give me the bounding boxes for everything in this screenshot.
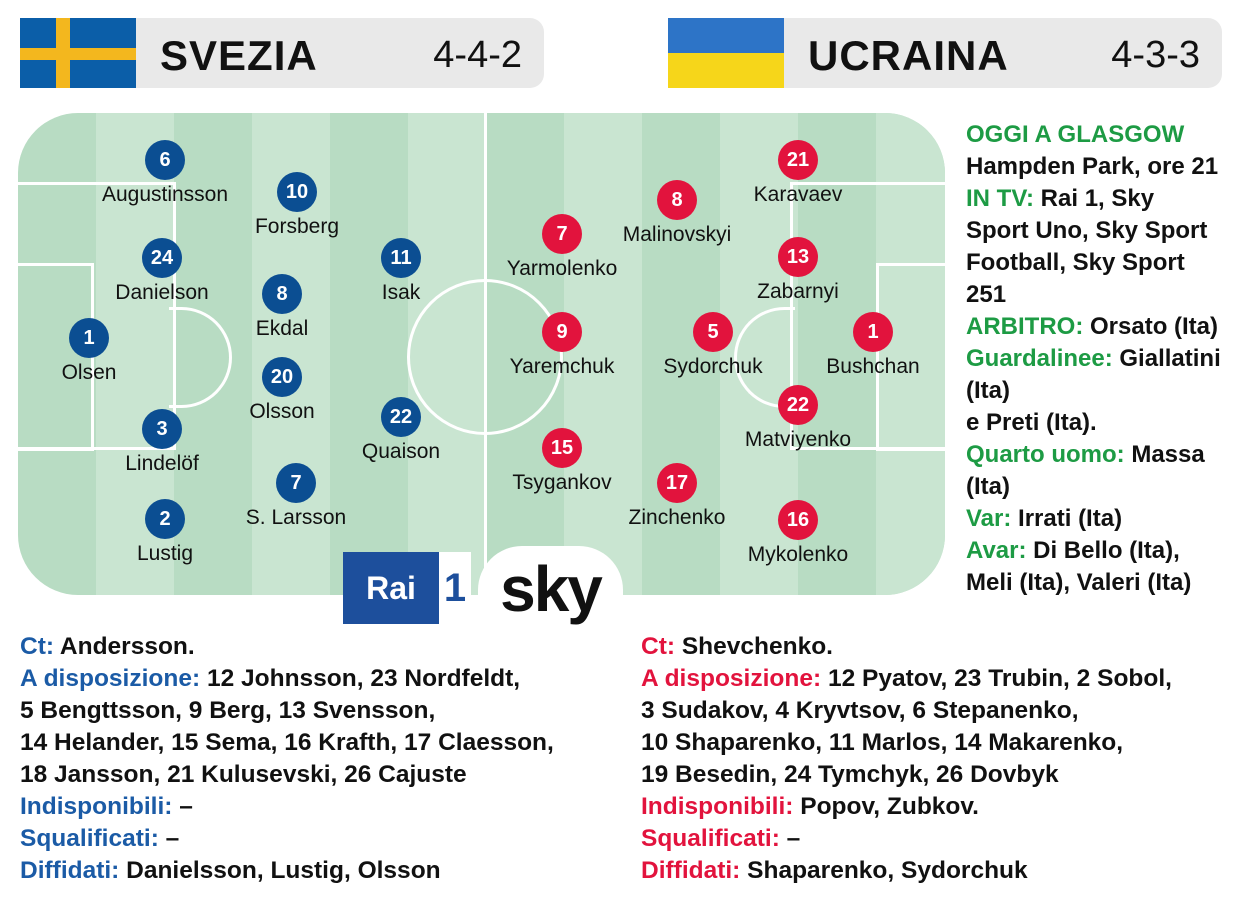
sky-logo: sky: [478, 546, 623, 632]
player-number: 10: [277, 172, 317, 212]
unavailable-label: Indisponibili:: [641, 793, 794, 820]
player-number: 1: [853, 312, 893, 352]
player-name: Tsygankov: [512, 471, 612, 494]
sweden-player: [212, 172, 382, 239]
ukraine-details: [641, 631, 1241, 887]
ukraine-player: [713, 237, 883, 304]
sweden-player: [316, 397, 486, 464]
ukraine-team-name: UCRAINA: [808, 32, 1009, 79]
player-name: Danielson: [115, 281, 209, 304]
player-name: Olsson: [249, 400, 315, 423]
sweden-player: [316, 238, 486, 305]
ukraine-player: [713, 500, 883, 567]
player-name: S. Larsson: [245, 506, 347, 529]
player-name: Yaremchuk: [509, 355, 615, 378]
player-number: 2: [145, 499, 185, 539]
fourth-official-value: Massa: [1124, 441, 1205, 468]
suspended-label: Squalificati:: [20, 825, 159, 852]
ukraine-player: [477, 312, 647, 379]
avar-label: Avar:: [966, 537, 1027, 564]
subs-value: 3 Sudakov, 4 Kryvtsov, 6 Stepanenko,: [641, 697, 1079, 724]
subs-value: 12 Pyatov, 23 Trubin, 2 Sobol,: [821, 665, 1172, 692]
ukraine-player: [713, 385, 883, 452]
coach-value: Andersson.: [54, 633, 195, 660]
player-number: 13: [778, 237, 818, 277]
player-name: Lustig: [136, 542, 194, 565]
warned-value: Shaparenko, Sydorchuk: [740, 857, 1028, 884]
tv-label: IN TV:: [966, 185, 1035, 212]
ukraine-flag-icon: [668, 18, 784, 88]
player-number: 24: [142, 238, 182, 278]
suspended-label: Squalificati:: [641, 825, 780, 852]
player-number: 15: [542, 428, 582, 468]
subs-value: 5 Bengttsson, 9 Berg, 13 Svensson,: [20, 697, 436, 724]
tv-text: Football, Sky Sport: [966, 249, 1185, 276]
unavailable-value: Popov, Zubkov.: [793, 793, 979, 820]
player-name: Quaison: [361, 440, 441, 463]
sweden-header: [20, 18, 544, 88]
sweden-player: [4, 318, 174, 385]
subs-value: 12 Johnsson, 23 Nordfeldt,: [200, 665, 521, 692]
venue-text: Hampden Park, ore 21: [966, 153, 1219, 180]
warned-value: Danielsson, Lustig, Olsson: [119, 857, 441, 884]
player-name: Zabarnyi: [757, 280, 839, 303]
sweden-team-name: SVEZIA: [160, 32, 318, 79]
sweden-flag-icon: [20, 18, 136, 88]
referee-label: ARBITRO:: [966, 313, 1084, 340]
player-number: 8: [262, 274, 302, 314]
player-name: Augustinsson: [101, 183, 229, 206]
rai-logo-text: Rai: [343, 552, 439, 624]
player-name: Ekdal: [255, 317, 309, 340]
player-name: Lindelöf: [125, 452, 199, 475]
avar-value: Meli (Ita), Valeri (Ita): [966, 569, 1192, 596]
linesmen-value: Giallatini: [1112, 345, 1221, 372]
subs-value: 10 Shaparenko, 11 Marlos, 14 Makarenko,: [641, 729, 1124, 756]
unavailable-label: Indisponibili:: [20, 793, 173, 820]
player-name: Karavaev: [753, 183, 843, 206]
tv-text: Sport Uno, Sky Sport: [966, 217, 1208, 244]
ukraine-player: [628, 312, 798, 379]
player-number: 5: [693, 312, 733, 352]
player-name: Olsen: [61, 361, 117, 384]
coach-label: Ct:: [641, 633, 676, 660]
player-number: 11: [381, 238, 421, 278]
player-number: 22: [381, 397, 421, 437]
player-name: Matviyenko: [744, 428, 852, 451]
warned-label: Diffidati:: [641, 857, 741, 884]
player-name: Isak: [381, 281, 421, 304]
var-label: Var:: [966, 505, 1012, 532]
player-number: 16: [778, 500, 818, 540]
linesmen-label: Guardalinee:: [966, 345, 1113, 372]
unavailable-value: –: [172, 793, 193, 820]
subs-value: 19 Besedin, 24 Tymchyk, 26 Dovbyk: [641, 761, 1059, 788]
ukraine-player: [713, 140, 883, 207]
fourth-official-label: Quarto uomo:: [966, 441, 1125, 468]
sweden-player: [211, 463, 381, 530]
var-value: Irrati (Ita): [1011, 505, 1123, 532]
player-number: 3: [142, 409, 182, 449]
match-info: [966, 119, 1246, 599]
coach-value: Shevchenko.: [675, 633, 833, 660]
rai-channel-number: 1: [439, 552, 471, 624]
player-name: Forsberg: [254, 215, 340, 238]
player-name: Yarmolenko: [506, 257, 618, 280]
subs-label: A disposizione:: [20, 665, 201, 692]
player-number: 1: [69, 318, 109, 358]
player-number: 8: [657, 180, 697, 220]
subs-value: 14 Helander, 15 Sema, 16 Krafth, 17 Claesson,: [20, 729, 554, 756]
player-number: 9: [542, 312, 582, 352]
tv-text: Rai 1, Sky: [1034, 185, 1155, 212]
player-number: 20: [262, 357, 302, 397]
player-name: Sydorchuk: [663, 355, 763, 378]
venue-label: OGGI A GLASGOW: [966, 121, 1185, 148]
player-number: 22: [778, 385, 818, 425]
player-name: Mykolenko: [747, 543, 849, 566]
sweden-formation: 4-4-2: [433, 34, 522, 76]
player-number: 17: [657, 463, 697, 503]
rai1-logo: [343, 552, 471, 624]
referee-value: Orsato (Ita): [1083, 313, 1219, 340]
player-name: Malinovskyi: [622, 223, 732, 246]
coach-label: Ct:: [20, 633, 55, 660]
player-number: 7: [542, 214, 582, 254]
player-number: 21: [778, 140, 818, 180]
ukraine-formation: 4-3-3: [1111, 34, 1200, 76]
suspended-value: –: [158, 825, 180, 852]
linesmen-value: (Ita): [966, 377, 1010, 404]
tv-text: 251: [966, 281, 1007, 308]
player-name: Bushchan: [826, 355, 920, 378]
warned-label: Diffidati:: [20, 857, 120, 884]
linesmen-value: e Preti (Ita).: [966, 409, 1097, 436]
subs-label: A disposizione:: [641, 665, 822, 692]
player-number: 6: [145, 140, 185, 180]
ukraine-header: [668, 18, 1222, 88]
sweden-details: [20, 631, 620, 887]
player-name: Zinchenko: [628, 506, 726, 529]
ukraine-player: [788, 312, 958, 379]
subs-value: 18 Jansson, 21 Kulusevski, 26 Cajuste: [20, 761, 467, 788]
suspended-value: –: [779, 825, 801, 852]
fourth-official-value: (Ita): [966, 473, 1010, 500]
avar-value: Di Bello (Ita),: [1026, 537, 1180, 564]
player-number: 7: [276, 463, 316, 503]
